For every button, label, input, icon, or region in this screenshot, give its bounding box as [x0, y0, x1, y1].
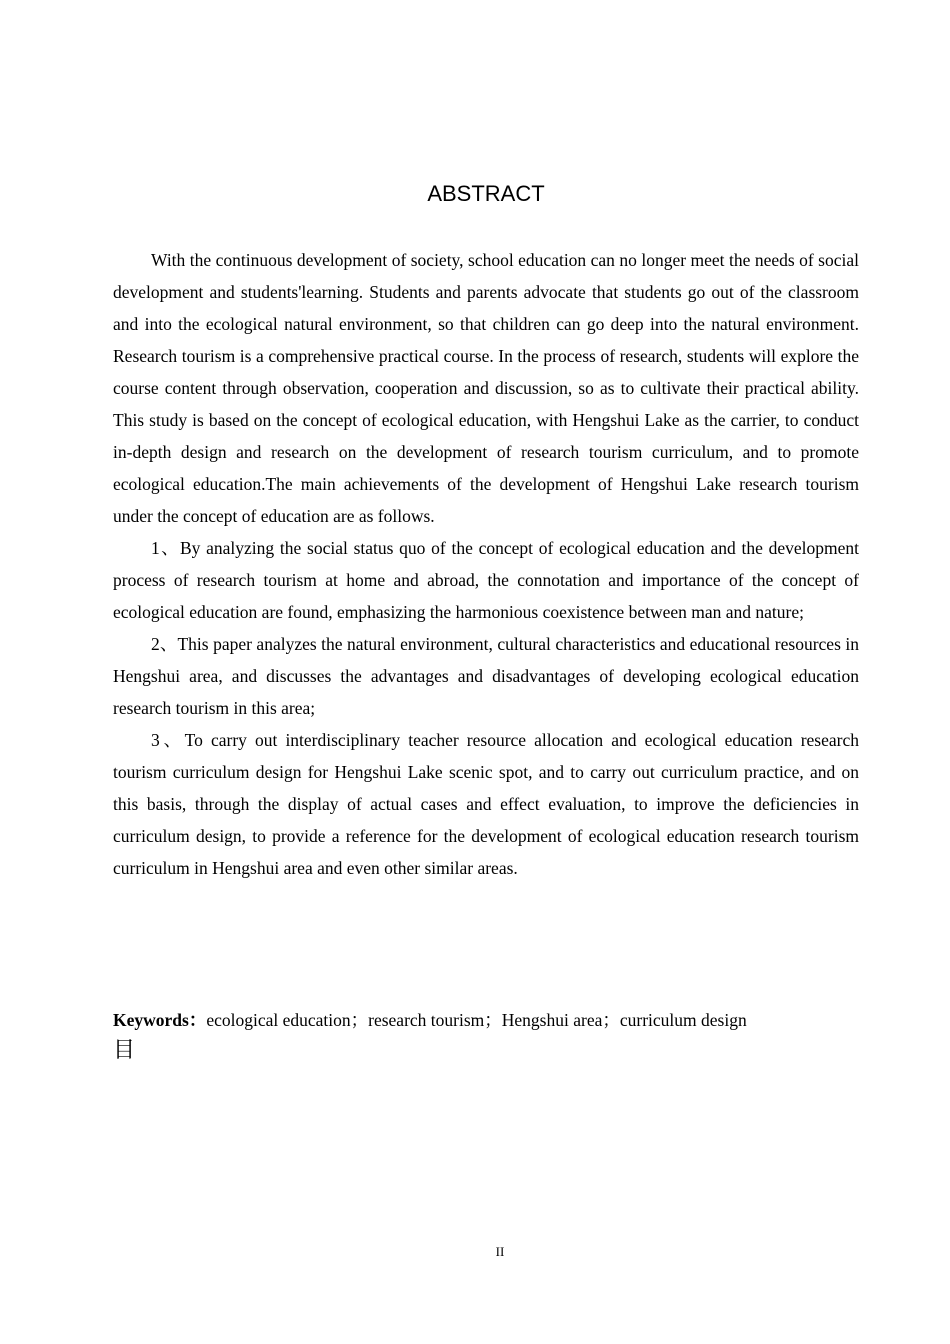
abstract-body	[113, 244, 859, 884]
keywords-label: Keywords：	[113, 1010, 207, 1030]
abstract-paragraph-point-1: 1、By analyzing the social status quo of the concept of ecological education and the development process of research tourism at home and abroad, the connotation and importance of the concept of ecological education are found, emphasizing the harmonious coexistence between man and nature;	[113, 538, 859, 622]
abstract-title: ABSTRACT	[427, 181, 545, 206]
keywords-text: ecological education；research tourism；Hengshui area；curriculum design	[206, 1010, 747, 1030]
page-number: II	[495, 1244, 505, 1259]
abstract-paragraph-point-2: 2、This paper analyzes the natural environment, cultural characteristics and educational resources in Hengshui area, and discusses the advantages and disadvantages of developing ecological education research tourism in this area;	[113, 634, 859, 718]
toc-heading-fragment: 目	[113, 1038, 136, 1063]
keywords-line	[113, 1006, 873, 1034]
abstract-paragraph-intro: With the continuous development of society, school education can no longer meet the needs of social development and students'learning. Students and parents advocate that students go out of the classroom and into the ecological natural environment, so that children can go deep into the natural environment. Research tourism is a comprehensive practical course. In the process of research, students will explore the course content through observation, cooperation and discussion, so as to cultivate their practical ability. This study is based on the concept of ecological education, with Hengshui Lake as the carrier, to conduct in-depth design and research on the development of research tourism curriculum, and to promote ecological education.The main achievements of the development of Hengshui Lake research tourism under the concept of education are as follows.	[113, 250, 859, 526]
abstract-paragraph-point-3: 3、To carry out interdisciplinary teacher resource allocation and ecological education research tourism curriculum design for Hengshui Lake scenic spot, and to carry out curriculum practice, and on this basis, through the display of actual cases and effect evaluation, to improve the deficiencies in curriculum design, to provide a reference for the development of ecological education research tourism curriculum in Hengshui area and even other similar areas.	[113, 730, 859, 878]
